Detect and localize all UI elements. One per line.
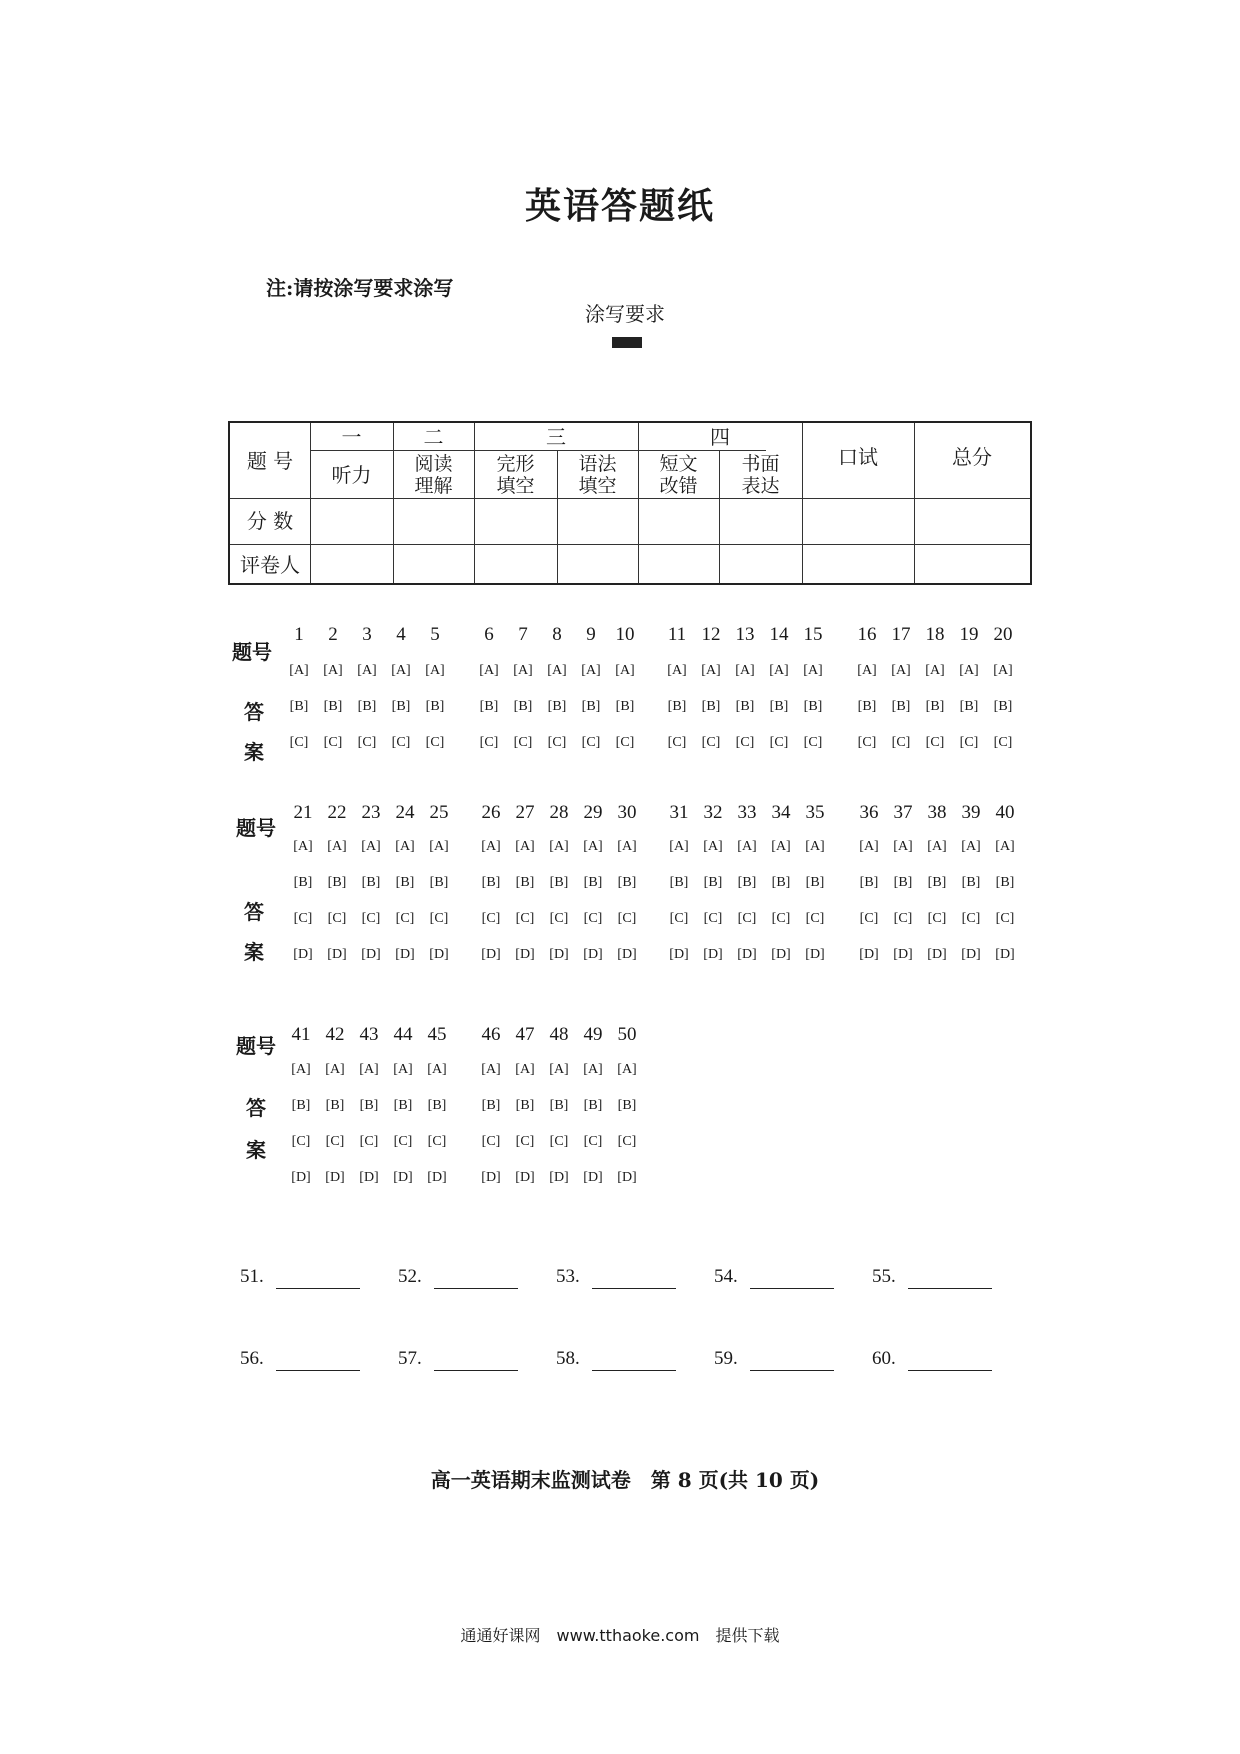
answer-bubble-d[interactable]: [D] — [325, 1170, 345, 1185]
answer-bubble-b[interactable]: [B] — [513, 699, 533, 714]
answer-bubble-b[interactable]: [B] — [893, 875, 913, 890]
question-number: 1 — [294, 624, 304, 645]
question-number: 3 — [362, 624, 372, 645]
answer-bubble-b[interactable]: [B] — [425, 699, 445, 714]
question-number: 21 — [293, 802, 313, 823]
blank-answer-line[interactable] — [750, 1370, 834, 1371]
sub-header-grammar: 语法 填空 — [578, 453, 617, 497]
question-number: 49 — [583, 1024, 603, 1045]
answer-bubble-a[interactable]: [A] — [289, 663, 309, 678]
answer-bubble-c[interactable]: [C] — [737, 911, 757, 926]
sub-header-reading: 阅读 理解 — [414, 453, 453, 497]
question-number: 41 — [291, 1024, 311, 1045]
fill-requirement-label: 涂写要求 — [585, 302, 665, 326]
answer-bubble-c[interactable]: [C] — [925, 735, 945, 750]
answer-bubble-a[interactable]: [A] — [701, 663, 721, 678]
answer-bubble-d[interactable]: [D] — [617, 1170, 637, 1185]
question-number: 37 — [893, 802, 913, 823]
blank-answer-line[interactable] — [750, 1288, 834, 1289]
answer-bubble-d[interactable]: [D] — [549, 947, 569, 962]
answer-bubble-d[interactable]: [D] — [805, 947, 825, 962]
answer-bubble-d[interactable]: [D] — [859, 947, 879, 962]
answer-bubble-b[interactable]: [B] — [703, 875, 723, 890]
answer-bubble-d[interactable]: [D] — [515, 1170, 535, 1185]
section2-answer-label-1: 答 — [244, 900, 264, 924]
answer-bubble-c[interactable]: [C] — [289, 735, 309, 750]
question-number: 34 — [771, 802, 791, 823]
answer-bubble-a[interactable]: [A] — [891, 663, 911, 678]
answer-bubble-b[interactable]: [B] — [735, 699, 755, 714]
answer-bubble-a[interactable]: [A] — [391, 663, 411, 678]
question-number: 30 — [617, 802, 637, 823]
section3-answer-label-2: 案 — [246, 1138, 266, 1162]
answer-bubble-c[interactable]: [C] — [515, 911, 535, 926]
blank-number: 53. — [556, 1266, 580, 1287]
answer-bubble-a[interactable]: [A] — [515, 839, 535, 854]
answer-bubble-d[interactable]: [D] — [771, 947, 791, 962]
answer-bubble-d[interactable]: [D] — [995, 947, 1015, 962]
answer-bubble-c[interactable]: [C] — [583, 1134, 603, 1149]
oral-header: 口试 — [838, 445, 878, 469]
answer-bubble-d[interactable]: [D] — [583, 1170, 603, 1185]
question-number: 35 — [805, 802, 825, 823]
answer-bubble-a[interactable]: [A] — [325, 1062, 345, 1077]
answer-bubble-d[interactable]: [D] — [669, 947, 689, 962]
answer-bubble-d[interactable]: [D] — [515, 947, 535, 962]
answer-bubble-b[interactable]: [B] — [701, 699, 721, 714]
blank-number: 51. — [240, 1266, 264, 1287]
blank-number: 59. — [714, 1348, 738, 1369]
answer-bubble-c[interactable]: [C] — [959, 735, 979, 750]
answer-bubble-b[interactable]: [B] — [481, 875, 501, 890]
blank-answer-line[interactable] — [592, 1370, 676, 1371]
answer-bubble-c[interactable]: [C] — [703, 911, 723, 926]
table-line-groups — [310, 450, 766, 451]
blank-answer-line[interactable] — [434, 1288, 518, 1289]
blank-number: 58. — [556, 1348, 580, 1369]
answer-bubble-c[interactable]: [C] — [549, 911, 569, 926]
answer-bubble-b[interactable]: [B] — [769, 699, 789, 714]
answer-bubble-a[interactable]: [A] — [927, 839, 947, 854]
answer-bubble-c[interactable]: [C] — [327, 911, 347, 926]
sample-fill-mark — [612, 337, 642, 348]
group-header-3: 三 — [546, 425, 566, 449]
question-number: 39 — [961, 802, 981, 823]
question-number: 5 — [430, 624, 440, 645]
answer-bubble-a[interactable]: [A] — [513, 663, 533, 678]
answer-bubble-a[interactable]: [A] — [479, 663, 499, 678]
table-line-score — [230, 544, 1030, 545]
answer-bubble-d[interactable]: [D] — [927, 947, 947, 962]
blank-answer-line[interactable] — [434, 1370, 518, 1371]
fill-note: 注:请按涂写要求涂写 — [266, 276, 454, 300]
answer-bubble-b[interactable]: [B] — [995, 875, 1015, 890]
answer-bubble-a[interactable]: [A] — [549, 839, 569, 854]
answer-bubble-a[interactable]: [A] — [615, 663, 635, 678]
answer-bubble-a[interactable]: [A] — [737, 839, 757, 854]
group-header-2: 二 — [423, 425, 444, 449]
answer-bubble-c[interactable]: [C] — [615, 735, 635, 750]
answer-bubble-a[interactable]: [A] — [293, 839, 313, 854]
answer-bubble-a[interactable]: [A] — [803, 663, 823, 678]
answer-bubble-a[interactable]: [A] — [669, 839, 689, 854]
answer-bubble-b[interactable]: [B] — [357, 699, 377, 714]
answer-bubble-c[interactable]: [C] — [803, 735, 823, 750]
question-number: 4 — [396, 624, 406, 645]
answer-bubble-a[interactable]: [A] — [427, 1062, 447, 1077]
question-number: 2 — [328, 624, 338, 645]
row-header-number: 题 号 — [246, 449, 294, 473]
answer-bubble-a[interactable]: [A] — [291, 1062, 311, 1077]
question-number: 36 — [859, 802, 879, 823]
answer-bubble-c[interactable]: [C] — [581, 735, 601, 750]
answer-bubble-c[interactable]: [C] — [859, 911, 879, 926]
answer-bubble-a[interactable]: [A] — [327, 839, 347, 854]
answer-bubble-c[interactable]: [C] — [961, 911, 981, 926]
answer-bubble-b[interactable]: [B] — [359, 1098, 379, 1113]
answer-bubble-a[interactable]: [A] — [323, 663, 343, 678]
answer-bubble-b[interactable]: [B] — [617, 875, 637, 890]
answer-bubble-d[interactable]: [D] — [617, 947, 637, 962]
blank-answer-line[interactable] — [908, 1288, 992, 1289]
answer-bubble-c[interactable]: [C] — [325, 1134, 345, 1149]
question-number: 9 — [586, 624, 596, 645]
section1-answer-label-2: 案 — [244, 740, 264, 764]
answer-bubble-c[interactable]: [C] — [583, 911, 603, 926]
score-table — [228, 421, 1032, 585]
answer-bubble-b[interactable]: [B] — [395, 875, 415, 890]
grader-row-label: 评卷人 — [240, 553, 300, 577]
answer-bubble-b[interactable]: [B] — [771, 875, 791, 890]
answer-bubble-b[interactable]: [B] — [737, 875, 757, 890]
answer-bubble-c[interactable]: [C] — [425, 735, 445, 750]
answer-bubble-a[interactable]: [A] — [993, 663, 1013, 678]
answer-bubble-b[interactable]: [B] — [327, 875, 347, 890]
answer-bubble-b[interactable]: [B] — [927, 875, 947, 890]
question-number: 26 — [481, 802, 501, 823]
answer-bubble-c[interactable]: [C] — [857, 735, 877, 750]
total-header: 总分 — [952, 445, 992, 469]
answer-bubble-c[interactable]: [C] — [391, 735, 411, 750]
section3-answer-label-1: 答 — [246, 1096, 266, 1120]
answer-bubble-a[interactable]: [A] — [581, 663, 601, 678]
group-header-4: 四 — [710, 425, 730, 449]
question-number: 17 — [891, 624, 911, 645]
question-number: 13 — [735, 624, 755, 645]
answer-bubble-d[interactable]: [D] — [291, 1170, 311, 1185]
question-number: 20 — [993, 624, 1013, 645]
answer-bubble-b[interactable]: [B] — [479, 699, 499, 714]
question-number: 25 — [429, 802, 449, 823]
answer-bubble-b[interactable]: [B] — [583, 1098, 603, 1113]
answer-bubble-b[interactable]: [B] — [805, 875, 825, 890]
answer-bubble-a[interactable]: [A] — [893, 839, 913, 854]
answer-bubble-c[interactable]: [C] — [995, 911, 1015, 926]
section2-number-label: 题号 — [236, 816, 276, 840]
answer-bubble-c[interactable]: [C] — [547, 735, 567, 750]
answer-bubble-c[interactable]: [C] — [481, 911, 501, 926]
answer-bubble-b[interactable]: [B] — [391, 699, 411, 714]
answer-bubble-c[interactable]: [C] — [357, 735, 377, 750]
question-number: 24 — [395, 802, 415, 823]
answer-bubble-b[interactable]: [B] — [583, 875, 603, 890]
answer-bubble-b[interactable]: [B] — [961, 875, 981, 890]
answer-bubble-b[interactable]: [B] — [323, 699, 343, 714]
answer-bubble-c[interactable]: [C] — [667, 735, 687, 750]
answer-bubble-b[interactable]: [B] — [429, 875, 449, 890]
answer-bubble-b[interactable]: [B] — [515, 875, 535, 890]
answer-bubble-a[interactable]: [A] — [769, 663, 789, 678]
answer-bubble-b[interactable]: [B] — [427, 1098, 447, 1113]
answer-bubble-b[interactable]: [B] — [617, 1098, 637, 1113]
question-number: 40 — [995, 802, 1015, 823]
question-number: 14 — [769, 624, 789, 645]
answer-bubble-c[interactable]: [C] — [927, 911, 947, 926]
section1-number-label: 题号 — [232, 640, 272, 664]
answer-bubble-b[interactable]: [B] — [393, 1098, 413, 1113]
answer-bubble-b[interactable]: [B] — [549, 875, 569, 890]
answer-bubble-c[interactable]: [C] — [891, 735, 911, 750]
answer-bubble-d[interactable]: [D] — [703, 947, 723, 962]
answer-bubble-c[interactable]: [C] — [427, 1134, 447, 1149]
answer-bubble-c[interactable]: [C] — [515, 1134, 535, 1149]
question-number: 29 — [583, 802, 603, 823]
answer-bubble-c[interactable]: [C] — [429, 911, 449, 926]
answer-bubble-c[interactable]: [C] — [617, 911, 637, 926]
answer-bubble-a[interactable]: [A] — [771, 839, 791, 854]
answer-bubble-b[interactable]: [B] — [547, 699, 567, 714]
blank-answer-line[interactable] — [592, 1288, 676, 1289]
blank-answer-line[interactable] — [276, 1370, 360, 1371]
question-number: 32 — [703, 802, 723, 823]
answer-bubble-c[interactable]: [C] — [669, 911, 689, 926]
answer-bubble-d[interactable]: [D] — [427, 1170, 447, 1185]
answer-bubble-d[interactable]: [D] — [429, 947, 449, 962]
sub-header-listening: 听力 — [331, 463, 372, 487]
answer-bubble-a[interactable]: [A] — [959, 663, 979, 678]
answer-bubble-c[interactable]: [C] — [805, 911, 825, 926]
question-number: 28 — [549, 802, 569, 823]
blank-number: 52. — [398, 1266, 422, 1287]
section1-answer-label-1: 答 — [244, 700, 264, 724]
answer-bubble-b[interactable]: [B] — [581, 699, 601, 714]
answer-bubble-d[interactable]: [D] — [359, 1170, 379, 1185]
question-number: 15 — [803, 624, 823, 645]
answer-bubble-c[interactable]: [C] — [291, 1134, 311, 1149]
blank-number: 60. — [872, 1348, 896, 1369]
answer-bubble-c[interactable]: [C] — [479, 735, 499, 750]
answer-bubble-d[interactable]: [D] — [583, 947, 603, 962]
answer-bubble-c[interactable]: [C] — [771, 911, 791, 926]
question-number: 44 — [393, 1024, 413, 1045]
answer-bubble-b[interactable]: [B] — [993, 699, 1013, 714]
score-row-label: 分 数 — [246, 509, 294, 533]
answer-bubble-a[interactable]: [A] — [735, 663, 755, 678]
answer-bubble-a[interactable]: [A] — [617, 1062, 637, 1077]
answer-bubble-a[interactable]: [A] — [617, 839, 637, 854]
answer-bubble-c[interactable]: [C] — [359, 1134, 379, 1149]
question-number: 33 — [737, 802, 757, 823]
answer-bubble-a[interactable]: [A] — [393, 1062, 413, 1077]
answer-bubble-a[interactable]: [A] — [395, 839, 415, 854]
answer-bubble-a[interactable]: [A] — [549, 1062, 569, 1077]
answer-bubble-d[interactable]: [D] — [481, 1170, 501, 1185]
blank-number: 54. — [714, 1266, 738, 1287]
blank-number: 55. — [872, 1266, 896, 1287]
answer-bubble-a[interactable]: [A] — [805, 839, 825, 854]
answer-bubble-a[interactable]: [A] — [857, 663, 877, 678]
question-number: 19 — [959, 624, 979, 645]
question-number: 27 — [515, 802, 535, 823]
answer-bubble-c[interactable]: [C] — [361, 911, 381, 926]
answer-bubble-a[interactable]: [A] — [481, 839, 501, 854]
answer-bubble-a[interactable]: [A] — [481, 1062, 501, 1077]
answer-bubble-b[interactable]: [B] — [291, 1098, 311, 1113]
question-number: 48 — [549, 1024, 569, 1045]
answer-bubble-b[interactable]: [B] — [859, 875, 879, 890]
answer-bubble-b[interactable]: [B] — [959, 699, 979, 714]
answer-bubble-a[interactable]: [A] — [859, 839, 879, 854]
answer-bubble-c[interactable]: [C] — [701, 735, 721, 750]
answer-bubble-c[interactable]: [C] — [513, 735, 533, 750]
section3-number-label: 题号 — [236, 1034, 276, 1058]
answer-bubble-a[interactable]: [A] — [925, 663, 945, 678]
answer-bubble-b[interactable]: [B] — [803, 699, 823, 714]
blank-answer-line[interactable] — [276, 1288, 360, 1289]
answer-bubble-d[interactable]: [D] — [961, 947, 981, 962]
answer-bubble-b[interactable]: [B] — [667, 699, 687, 714]
question-number: 47 — [515, 1024, 535, 1045]
answer-bubble-d[interactable]: [D] — [481, 947, 501, 962]
answer-bubble-d[interactable]: [D] — [293, 947, 313, 962]
table-line-header — [230, 498, 1030, 499]
sub-header-cloze: 完形 填空 — [496, 453, 535, 497]
answer-bubble-a[interactable]: [A] — [357, 663, 377, 678]
question-number: 8 — [552, 624, 562, 645]
answer-bubble-a[interactable]: [A] — [425, 663, 445, 678]
question-number: 6 — [484, 624, 494, 645]
answer-bubble-b[interactable]: [B] — [481, 1098, 501, 1113]
answer-bubble-a[interactable]: [A] — [583, 839, 603, 854]
answer-bubble-a[interactable]: [A] — [359, 1062, 379, 1077]
answer-bubble-a[interactable]: [A] — [583, 1062, 603, 1077]
question-number: 11 — [667, 624, 687, 645]
question-number: 12 — [701, 624, 721, 645]
question-number: 46 — [481, 1024, 501, 1045]
answer-bubble-a[interactable]: [A] — [515, 1062, 535, 1077]
question-number: 16 — [857, 624, 877, 645]
answer-bubble-d[interactable]: [D] — [737, 947, 757, 962]
question-number: 18 — [925, 624, 945, 645]
blank-number: 56. — [240, 1348, 264, 1369]
answer-bubble-c[interactable]: [C] — [481, 1134, 501, 1149]
answer-bubble-c[interactable]: [C] — [323, 735, 343, 750]
question-number: 10 — [615, 624, 635, 645]
answer-bubble-b[interactable]: [B] — [925, 699, 945, 714]
answer-bubble-a[interactable]: [A] — [703, 839, 723, 854]
answer-bubble-d[interactable]: [D] — [393, 1170, 413, 1185]
answer-bubble-b[interactable]: [B] — [549, 1098, 569, 1113]
answer-bubble-c[interactable]: [C] — [993, 735, 1013, 750]
sheet-title: 英语答题纸 — [524, 185, 715, 227]
answer-bubble-c[interactable]: [C] — [395, 911, 415, 926]
question-number: 50 — [617, 1024, 637, 1045]
question-number: 43 — [359, 1024, 379, 1045]
answer-bubble-b[interactable]: [B] — [325, 1098, 345, 1113]
answer-bubble-c[interactable]: [C] — [617, 1134, 637, 1149]
answer-bubble-b[interactable]: [B] — [891, 699, 911, 714]
answer-bubble-b[interactable]: [B] — [361, 875, 381, 890]
blank-number: 57. — [398, 1348, 422, 1369]
answer-bubble-c[interactable]: [C] — [893, 911, 913, 926]
answer-bubble-d[interactable]: [D] — [327, 947, 347, 962]
question-number: 7 — [518, 624, 528, 645]
answer-bubble-c[interactable]: [C] — [769, 735, 789, 750]
page-footer: 高一英语期末监测试卷 第 8 页(共 10 页) — [430, 1468, 820, 1492]
answer-bubble-c[interactable]: [C] — [293, 911, 313, 926]
answer-bubble-c[interactable]: [C] — [549, 1134, 569, 1149]
answer-bubble-d[interactable]: [D] — [893, 947, 913, 962]
answer-bubble-a[interactable]: [A] — [547, 663, 567, 678]
answer-bubble-d[interactable]: [D] — [549, 1170, 569, 1185]
sub-header-correction: 短文 改错 — [659, 453, 698, 497]
question-number: 45 — [427, 1024, 447, 1045]
answer-bubble-c[interactable]: [C] — [735, 735, 755, 750]
answer-bubble-a[interactable]: [A] — [961, 839, 981, 854]
download-credit: 通通好课网 www.tthaoke.com 提供下载 — [460, 1626, 780, 1645]
question-number: 42 — [325, 1024, 345, 1045]
answer-bubble-b[interactable]: [B] — [289, 699, 309, 714]
group-header-1: 一 — [341, 425, 362, 449]
answer-bubble-a[interactable]: [A] — [995, 839, 1015, 854]
answer-bubble-b[interactable]: [B] — [857, 699, 877, 714]
answer-bubble-b[interactable]: [B] — [669, 875, 689, 890]
question-number: 31 — [669, 802, 689, 823]
answer-bubble-b[interactable]: [B] — [515, 1098, 535, 1113]
blank-answer-line[interactable] — [908, 1370, 992, 1371]
answer-bubble-c[interactable]: [C] — [393, 1134, 413, 1149]
question-number: 38 — [927, 802, 947, 823]
question-number: 23 — [361, 802, 381, 823]
answer-bubble-b[interactable]: [B] — [615, 699, 635, 714]
answer-bubble-a[interactable]: [A] — [361, 839, 381, 854]
answer-bubble-d[interactable]: [D] — [361, 947, 381, 962]
sub-header-writing: 书面 表达 — [741, 453, 780, 497]
question-number: 22 — [327, 802, 347, 823]
answer-bubble-d[interactable]: [D] — [395, 947, 415, 962]
answer-bubble-a[interactable]: [A] — [667, 663, 687, 678]
section2-answer-label-2: 案 — [244, 940, 264, 964]
answer-bubble-a[interactable]: [A] — [429, 839, 449, 854]
answer-bubble-b[interactable]: [B] — [293, 875, 313, 890]
